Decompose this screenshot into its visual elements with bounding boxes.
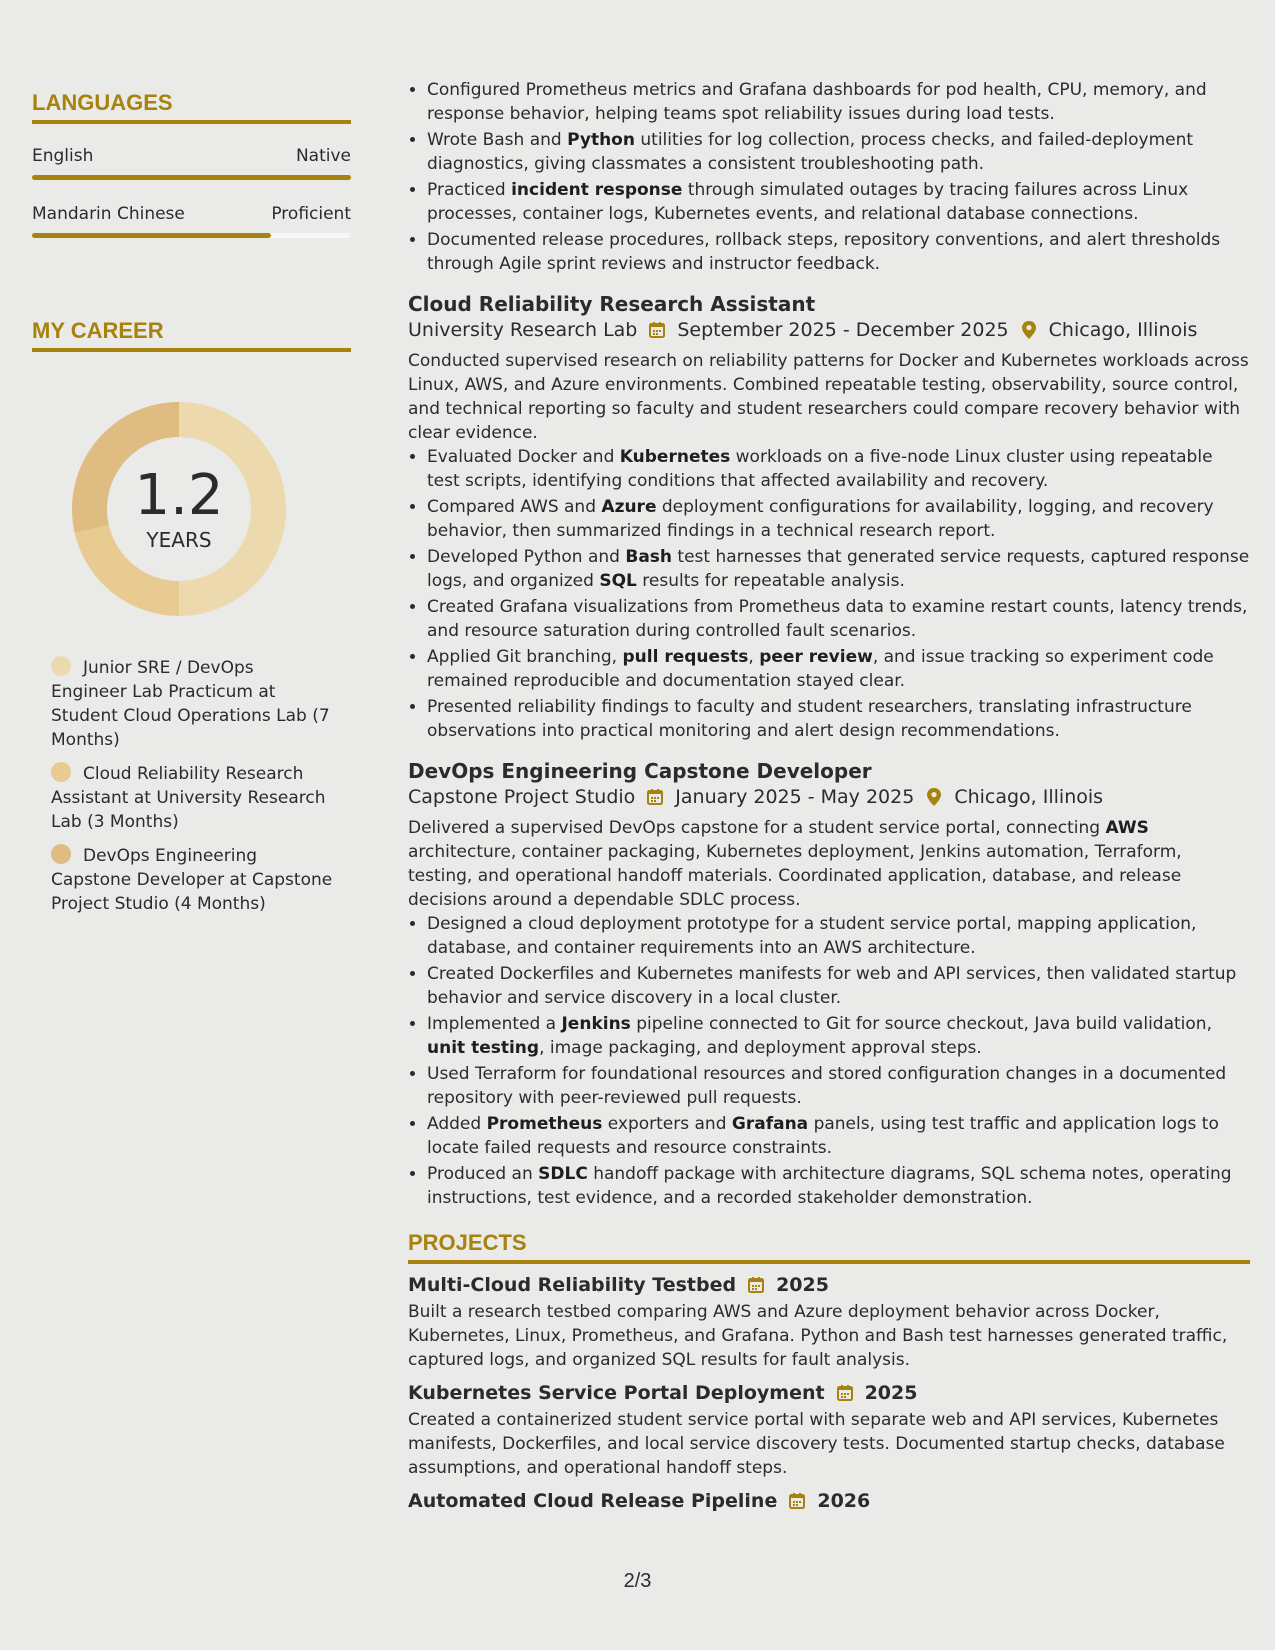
job-location: Chicago, Illinois (1048, 319, 1198, 341)
legend-item (51, 844, 333, 916)
bullet-item: • Practiced incident response through simulated outages by tracing failures across Linux processes, container logs, Kubernetes events, and relational database connections. (427, 178, 1250, 226)
job-entry (408, 292, 1250, 743)
location-pin-icon (924, 787, 944, 807)
right-column (408, 78, 1250, 1516)
legend-label: Cloud Reliability Research Assistant at University Research Lab (3 Months) (51, 764, 326, 832)
project-item (408, 1490, 1250, 1512)
language-name: English (32, 146, 94, 166)
language-level: Proficient (271, 204, 351, 224)
legend-dot-icon (51, 844, 71, 864)
projects-section (408, 1230, 1250, 1512)
job-dates: September 2025 - December 2025 (677, 319, 1009, 341)
job-bullets (408, 445, 1250, 743)
job-description: Delivered a supervised DevOps capstone for a student service portal, connecting AWS architecture, container packaging, Kubernetes deployment, Jenkins automation, Terraform, testing, and operational handoff materials. Coordinated application, database, and release decisions around a dependable SDLC process. (408, 818, 1182, 910)
language-name: Mandarin Chinese (32, 204, 185, 224)
bullet-item: • Applied Git branching, pull requests, peer review, and issue tracking so experiment code remained reproducible and documentation stayed clear. (427, 645, 1250, 693)
project-item (408, 1274, 1250, 1372)
project-name: Kubernetes Service Portal Deployment (408, 1382, 825, 1404)
job-bullets (408, 912, 1250, 1210)
project-title-row (408, 1382, 1250, 1404)
calendar-icon (746, 1275, 766, 1295)
bullet-item: • Designed a cloud deployment prototype for a student service portal, mapping application, database, and container requirements into an AWS architecture. (427, 912, 1250, 960)
job-location: Chicago, Illinois (954, 786, 1104, 808)
bullet-item: • Developed Python and Bash test harnesses that generated service requests, captured response logs, and organized SQL results for repeatable analysis. (427, 545, 1250, 593)
job-entry (408, 759, 1250, 1210)
job-dates: January 2025 - May 2025 (675, 786, 915, 808)
calendar-icon (835, 1383, 855, 1403)
projects-heading: PROJECTS (408, 1230, 1250, 1264)
project-year: 2026 (817, 1490, 871, 1512)
project-year: 2025 (776, 1274, 829, 1296)
page-number: 2/3 (623, 1570, 652, 1592)
job-description: Conducted supervised research on reliability patterns for Docker and Kubernetes workloads across Linux, AWS, and Azure environments. Combined repeatable testing, observability, source control, and technical reporting so faculty and student researchers could compare recovery behavior with clear evidence. (408, 351, 1249, 443)
project-description: Created a containerized student service portal with separate web and API services, Kubernetes manifests, Dockerfiles, and local service discovery tests. Documented startup checks, database assumptions, and operational handoff steps. (408, 1410, 1225, 1478)
language-proficiency-bar (32, 175, 351, 180)
calendar-icon (645, 787, 665, 807)
career-total-value: 1.2 (134, 463, 224, 528)
bullet-item: • Compared AWS and Azure deployment configurations for availability, logging, and recovery behavior, then summarized findings in a technical research report. (427, 495, 1250, 543)
bullet-item: • Implemented a Jenkins pipeline connected to Git for source checkout, Java build validation, unit testing, image packaging, and deployment approval steps. (427, 1012, 1250, 1060)
legend-dot-icon (51, 656, 71, 676)
language-proficiency-bar (32, 233, 351, 238)
career-donut-chart (66, 396, 292, 622)
bullet-item: • Added Prometheus exporters and Grafana panels, using test traffic and application logs to locate failed requests and resource constraints. (427, 1112, 1250, 1160)
legend-label: Junior SRE / DevOps Engineer Lab Practicum at Student Cloud Operations Lab (7 Months) (51, 658, 330, 750)
project-title-row (408, 1490, 1250, 1512)
bullet-item: • Presented reliability findings to faculty and student researchers, translating infrastructure observations into practical monitoring and alert design recommendations. (427, 695, 1250, 743)
project-name: Automated Cloud Release Pipeline (408, 1490, 778, 1512)
job-company: University Research Lab (408, 319, 638, 341)
calendar-icon (647, 320, 667, 340)
job-meta (408, 786, 1250, 808)
job-title: Cloud Reliability Research Assistant (408, 292, 816, 316)
languages-heading: LANGUAGES (32, 90, 351, 124)
bullet-item: • Created Dockerfiles and Kubernetes manifests for web and API services, then validated startup behavior and service discovery in a local cluster. (427, 962, 1250, 1010)
legend-dot-icon (51, 762, 71, 782)
donut-center (66, 396, 292, 622)
bullet-item: • Configured Prometheus metrics and Grafana dashboards for pod health, CPU, memory, and response behavior, helping teams spot reliability issues during load tests. (427, 78, 1250, 126)
language-proficiency-fill (32, 233, 271, 238)
bullet-item: • Evaluated Docker and Kubernetes workloads on a five-node Linux cluster using repeatable test scripts, identifying conditions that affected availability and recovery. (427, 445, 1250, 493)
bullet-item: • Documented release procedures, rollback steps, repository conventions, and alert thresholds through Agile sprint reviews and instructor feedback. (427, 228, 1250, 276)
legend-item (51, 656, 333, 752)
bullet-item: • Used Terraform for foundational resources and stored configuration changes in a documented repository with peer-reviewed pull requests. (427, 1062, 1250, 1110)
bullet-item: • Wrote Bash and Python utilities for log collection, process checks, and failed-deployment diagnostics, giving classmates a consistent troubleshooting path. (427, 128, 1250, 176)
language-item (32, 204, 351, 238)
calendar-icon (787, 1491, 807, 1511)
job-company: Capstone Project Studio (408, 786, 636, 808)
project-title-row (408, 1274, 1250, 1296)
language-level: Native (295, 146, 351, 166)
left-column (32, 90, 351, 926)
language-proficiency-fill (32, 175, 351, 180)
career-heading: MY CAREER (32, 318, 351, 352)
bullet-item: • Created Grafana visualizations from Prometheus data to examine restart counts, latency trends, and resource saturation during controlled fault scenarios. (427, 595, 1250, 643)
job-title: DevOps Engineering Capstone Developer (408, 759, 872, 783)
project-item (408, 1382, 1250, 1480)
job-bullets-continued (408, 78, 1250, 276)
project-name: Multi-Cloud Reliability Testbed (408, 1274, 737, 1296)
legend-label: DevOps Engineering Capstone Developer at Capstone Project Studio (4 Months) (51, 846, 333, 914)
career-legend (32, 656, 351, 916)
job-meta (408, 319, 1250, 341)
location-pin-icon (1019, 320, 1039, 340)
bullet-item: • Produced an SDLC handoff package with architecture diagrams, SQL schema notes, operating instructions, test evidence, and a recorded stakeholder demonstration. (427, 1162, 1250, 1210)
project-year: 2025 (864, 1382, 918, 1404)
language-item (32, 146, 351, 180)
project-description: Built a research testbed comparing AWS and Azure deployment behavior across Docker, Kubernetes, Linux, Prometheus, and Grafana. Python and Bash test harnesses generated traffic, captured logs, and organized SQL results for fault analysis. (408, 1302, 1228, 1370)
legend-item (51, 762, 333, 834)
career-total-unit: YEARS (146, 528, 212, 552)
